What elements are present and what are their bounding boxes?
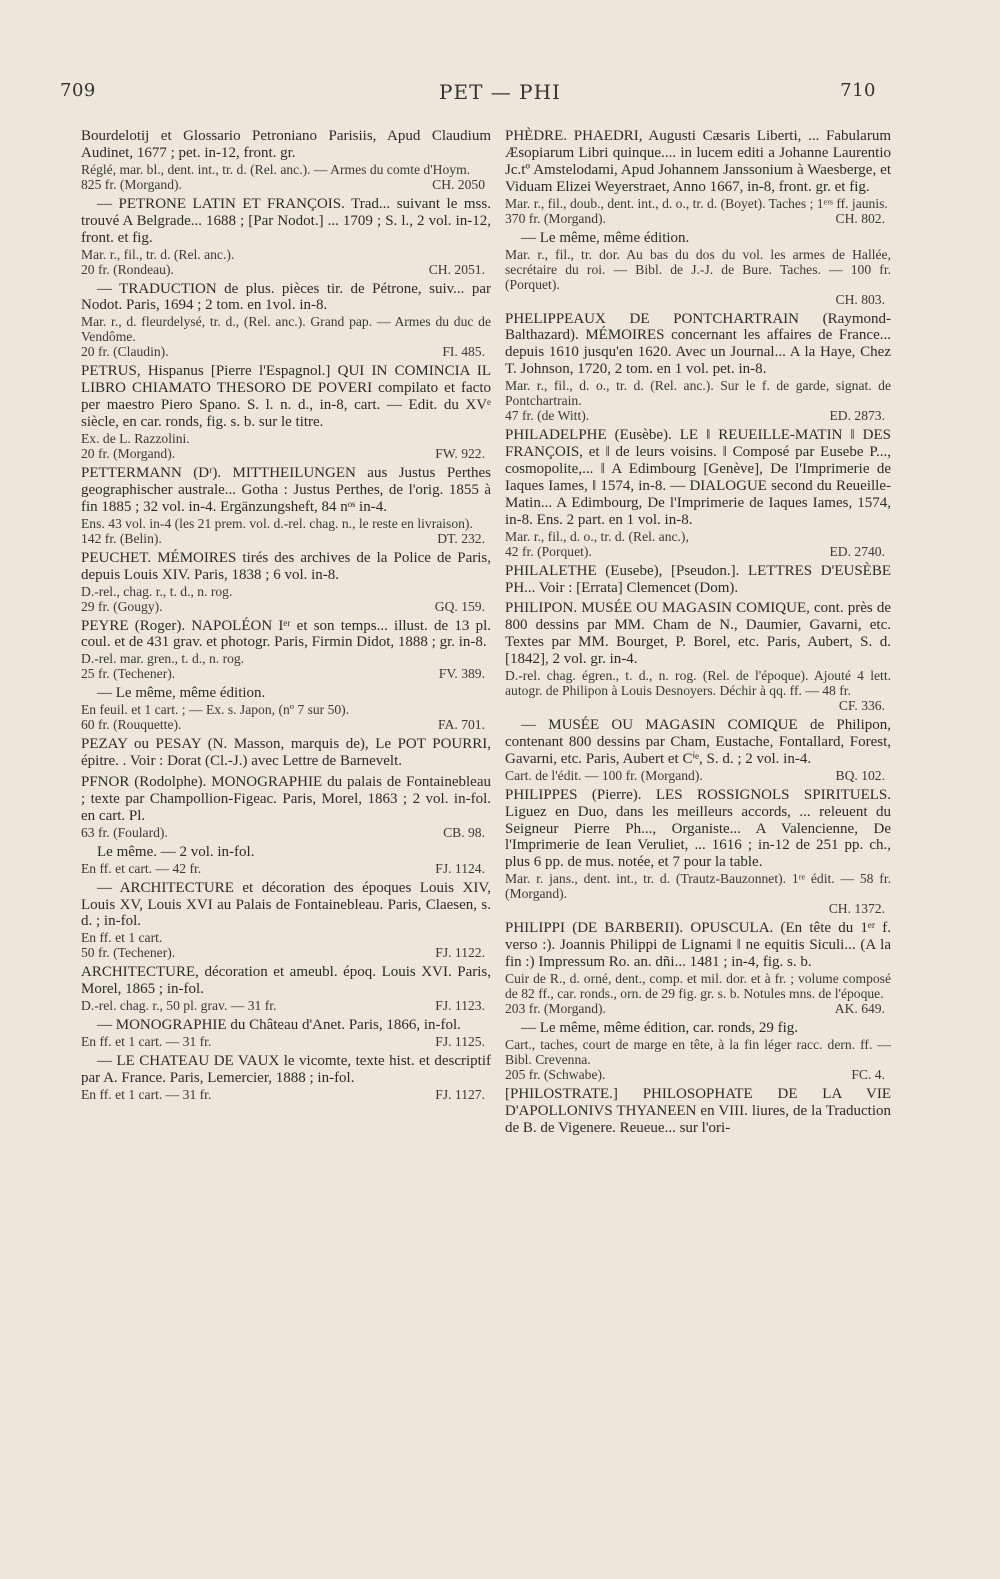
entry-note: Mar. r., d. fleurdelysé, tr. d., (Rel. anc.). Grand pap. — Armes du duc de Vendôme. [81,314,491,345]
sale-reference: CH. 802. [835,210,885,226]
price-and-buyer: 25 fr. (Techener). [81,666,176,682]
entry-text: — PETRONE LATIN ET FRANÇOIS. Trad... suivant le mss. trouvé A Belgrade... 1688 ; [Par Nodot.] ... 1709 ; S. l., 2 vol. in-12, front. et fig. [81,195,491,246]
catalogue-entry [505,920,891,1016]
entry-price-line [81,177,491,192]
catalogue-entry [81,1017,491,1049]
catalogue-entry [81,618,491,682]
catalogue-entry [81,465,491,546]
entry-price-line [505,211,891,226]
price-and-buyer: 20 fr. (Rondeau). [81,261,174,277]
sale-reference: FI. 485. [442,344,485,360]
catalogue-entry [505,230,891,307]
catalogue-entry [505,311,891,424]
entry-note: Réglé, mar. bl., dent. int., tr. d. (Rel. anc.). — Armes du comte d'Hoym. [81,161,471,177]
entry-text: — Le même, même édition. [521,229,690,246]
entry-price-line [81,344,491,359]
entry-text: PHELIPPEAUX DE PONTCHARTRAIN (Raymond-Balthazard). MÉMOIRES concernant les affaires de France... depuis 1610 jusqu'en 1620. Avec un Journal... A la Haye, Chez T. Johnson, 1720, 2 tom. en 1 vol. pet. in-8. [505,310,891,378]
sale-reference: ED. 2740. [829,543,885,559]
price-and-buyer: D.-rel. chag. r., 50 pl. grav. — 31 fr. [81,998,277,1014]
entry-text: PHILIPPES (Pierre). LES ROSSIGNOLS SPIRITUELS. Liguez en Duo, dans les meilleurs accords, ... releuent du Seigneur Pierre Ph..., Organiste... A Valencienne, De l'Imprimerie de Iean Veruliet, ... 1616 ; in-12 de 251 pp. ch., plus 6 pp. de mus. notée, et 7 pour la table. [505,786,891,871]
entry-note: En ff. et 1 cart. [81,930,163,946]
catalogue-entry [81,880,491,961]
entry-text: Le même. — 2 vol. in-fol. [97,843,255,860]
entry-note: Mar. r., fil., d. o., tr. d. (Rel. anc.), [505,528,689,544]
price-and-buyer: 142 fr. (Belin). [81,530,162,546]
catalogue-entry [505,600,891,713]
sale-reference: GQ. 159. [434,598,485,614]
entry-note: D.-rel. mar. gren., t. d., n. rog. [81,651,245,667]
entry-text: PHILIPON. MUSÉE OU MAGASIN COMIQUE, cont. près de 800 dessins par MM. Cham de N., Daumier, Gavarni, etc. Textes par MM. Bourget, P. Borel, etc. Paris, Aubert, S. d. [1842], 2 vol. gr. in-4. [505,600,891,668]
entry-text: PEZAY ou PESAY (N. Masson, marquis de), Le POT POURRI, épitre. . Voir : Dorat (Cl.-J.) avec Lettre de Barnevelt. [81,736,491,770]
entry-note: Mar. r., fil., doub., dent. int., d. o., tr. d. (Boyet). Taches ; 1ᵉʳˢ ff. jaunis. [505,195,888,211]
entry-text: [PHILOSTRATE.] PHILOSOPHATE DE LA VIE D'APOLLONIVS THYANEEN en VIII. liures, de la Traduction de B. de Vigenere. Reueue... sur l'ori- [505,1085,891,1136]
entry-text: — LE CHATEAU DE VAUX le vicomte, texte hist. et descriptif par A. France. Paris, Lemercier, 1888 ; in-fol. [81,1053,491,1086]
left-page-number: 709 [60,80,96,101]
price-and-buyer: 370 fr. (Morgand). [505,210,606,226]
entry-note: D.-rel. chag. égren., t. d., n. rog. (Rel. de l'époque). Ajouté 4 lett. autogr. de Philipon à Louis Desnoyers. Déchir à qq. ff. — 48 fr. [505,668,891,699]
catalogue-entry [81,128,491,192]
catalogue-entry [81,550,491,614]
price-and-buyer: 42 fr. (Porquet). [505,543,592,559]
sale-reference: FJ. 1125. [435,1034,485,1050]
catalogue-entry [505,1086,891,1137]
price-and-buyer: Cart. de l'édit. — 100 fr. (Morgand). [505,767,703,783]
entry-price-line [81,1034,491,1049]
entry-text: PETRUS, Hispanus [Pierre l'Espagnol.] QUI IN COMINCIA IL LIBRO CHIAMATO THESORO DE POVERI compilato et facto per maestro Piero Spano. S. l. n. d., in-8, cart. — Edit. du XVᵉ siècle, en car. ronds, fig. s. b. sur le titre. [81,363,491,431]
entry-note: Cart., taches, court de marge en tête, à la fin léger racc. dern. ff. — Bibl. Crevenna. [505,1036,891,1067]
entry-price-line [505,292,891,307]
price-and-buyer: 825 fr. (Morgand). [81,176,182,192]
entry-price-line [81,825,491,840]
entry-text: — MONOGRAPHIE du Château d'Anet. Paris, 1866, in-fol. [97,1017,461,1034]
sale-reference: FA. 701. [438,717,485,733]
entry-price-line [505,698,891,713]
entry-text: ARCHITECTURE, décoration et ameubl. époq. Louis XVI. Paris, Morel, 1865 ; in-fol. [81,964,491,998]
sale-reference: DT. 232. [437,530,485,546]
entry-text: PHÈDRE. PHAEDRI, Augusti Cæsaris Liberti, ... Fabularum Æsopiarum Libri quinque.... in lucem editi a Johanne Laurentio Jc.tº Amstelodami, Apud Johannem Janssonium à Waesberge, et Viduam Elizei Weyerstraet, Anno 1667, in-8, front. gr. et fig. [505,128,891,195]
entry-text: PFNOR (Rodolphe). MONOGRAPHIE du palais de Fontainebleau ; texte par Champollion-Figeac. Paris, Morel, 1863 ; 2 vol. in-fol. en cart. Pl. [81,774,491,824]
entry-text: — MUSÉE OU MAGASIN COMIQUE de Philipon, contenant 800 dessins par Cham, Eustache, Fontallard, Forest, Gavarni, etc. Paris, Aubert et Cⁱᵉ, S. d. ; 2 vol. in-4. [505,717,891,767]
entry-note: En feuil. et 1 cart. ; — Ex. s. Japon, (nº 7 sur 50). [81,702,350,718]
entry-price-line [81,717,491,732]
catalogue-entry [81,774,491,840]
sale-reference: AK. 649. [834,1001,885,1016]
entry-price-line [505,901,891,916]
entry-note: Ex. de L. Razzolini. [81,430,190,446]
entry-text: PEYRE (Roger). NAPOLÉON Iᵉʳ et son temps... illust. de 13 pl. coul. et de 431 grav. et photogr. Paris, Firmin Didot, 1888 ; gr. in-8. [81,617,491,651]
sale-reference: CH. 803. [835,291,885,307]
sale-reference: CH. 2050 [432,176,485,192]
entry-text: — TRADUCTION de plus. pièces tir. de Pétrone, suiv... par Nodot. Paris, 1694 ; 2 tom. en 1vol. in-8. [81,280,491,314]
entry-price-line [505,408,891,423]
entry-price-line [81,262,491,277]
price-and-buyer: 63 fr. (Foulard). [81,824,168,840]
catalogue-entry [505,787,891,917]
sale-reference: FJ. 1127. [435,1086,485,1102]
sale-reference: CH. 1372. [828,901,885,917]
entry-note: Ens. 43 vol. in-4 (les 21 prem. vol. d.-rel. chag. n., le reste en livraison). [81,515,473,531]
catalogue-entry [81,196,491,277]
catalogue-entry [505,717,891,783]
entry-price-line [81,1087,491,1102]
entry-note: Cuir de R., d. orné, dent., comp. et mil. dor. et à fr. ; volume composé de 82 ff., car. ronds., orn. de 29 fig. gr. s. b. Notules mns. de l'époque. [505,971,891,1001]
price-and-buyer: En ff. et cart. — 42 fr. [81,860,202,876]
entry-note: D.-rel., chag. r., t. d., n. rog. [81,583,233,599]
entry-price-line [81,998,491,1013]
catalogue-entry [81,1053,491,1102]
price-and-buyer: 203 fr. (Morgand). [505,1001,606,1016]
price-and-buyer: 20 fr. (Claudin). [81,344,169,360]
price-and-buyer: En ff. et 1 cart. — 31 fr. [81,1034,212,1050]
running-title: PET — PHI [439,80,561,104]
entry-price-line [81,446,491,461]
entry-text: — Le même, même édition, car. ronds, 29 fig. [521,1020,799,1036]
sale-reference: FC. 4. [851,1066,885,1082]
entry-note: Mar. r., fil., d. o., tr. d. (Rel. anc.). Sur le f. de garde, signat. de Pontchartrain. [505,378,891,409]
catalogue-entry [81,281,491,360]
entry-note: Mar. r., fil., tr. d. (Rel. anc.). [81,246,235,262]
sale-reference: BQ. 102. [835,767,885,783]
entry-price-line [81,666,491,681]
entry-price-line [81,945,491,960]
entry-text: PETTERMANN (Dʳ). MITTHEILUNGEN aus Justus Perthes geographischer australe... Gotha : Justus Perthes, de l'orig. 1855 à fin 1885 ; 32 vol. in-4. Ergänzungsheft, 84 nᵒˢ in-4. [81,464,491,515]
price-and-buyer: 47 fr. (de Witt). [505,408,590,424]
entry-text: PHILIPPI (DE BARBERII). OPUSCULA. (En tête du 1ᵉʳ f. verso :). Joannis Philippi de Lignami ‖ ne equitis Siculi... (A la fin :) Impressum Ro. an. dñi... 1481 ; in-4, fig. s. b. [505,920,891,971]
entry-price-line [505,544,891,559]
catalogue-entry [505,427,891,558]
entry-text: Bourdelotij et Glossario Petroniano Parisiis, Apud Claudium Audinet, 1677 ; pet. in-12, front. gr. [81,128,491,161]
sale-reference: CB. 98. [443,824,485,840]
catalogue-entry [505,563,891,597]
catalogue-entry [81,685,491,732]
sale-reference: CH. 2051. [428,261,485,277]
entry-text: PEUCHET. MÉMOIRES tirés des archives de la Police de Paris, depuis Louis XIV. Paris, 1838 ; 6 vol. in-8. [81,549,491,583]
sale-reference: FV. 389. [438,666,485,682]
entry-price-line [505,1001,891,1016]
sale-reference: FJ. 1123. [435,998,485,1014]
entry-text: — Le même, même édition. [97,685,266,702]
price-and-buyer: 205 fr. (Schwabe). [505,1066,606,1082]
catalogue-entry [505,1020,891,1082]
catalogue-entry [505,128,891,226]
entry-text: PHILADELPHE (Eusèbe). LE ‖ REUEILLE-MATIN ‖ DES FRANÇOIS, et ‖ de leurs voisins. ‖ Composé par Eusebe P..., cosmopolite,... ‖ A Edimbourg [Genève], De l'Imprimerie de Iaques Iames, ‖ 1574, in-8. — DIALOGUE second du Reueille-Matin... A Edimbourg, De l'Imprimerie de Iaques Iames, 1574, in-8. Ens. 2 part. en 1 vol. in-8. [505,427,891,528]
price-and-buyer: 20 fr. (Morgand). [81,445,176,461]
entry-text: PHILALETHE (Eusebe), [Pseudon.]. LETTRES D'EUSÈBE PH... Voir : [Errata] Clemencet (Dom). [505,562,891,596]
sale-reference: CF. 336. [838,698,885,714]
right-column [505,128,891,1141]
entry-note: Mar. r. jans., dent. int., tr. d. (Trautz-Bauzonnet). 1ʳᵉ édit. — 58 fr. (Morgand). [505,871,891,902]
right-page-number: 710 [840,80,876,101]
entry-price-line [81,531,491,546]
entry-price-line [505,1067,891,1082]
price-and-buyer: 29 fr. (Gougy). [81,598,163,614]
sale-reference: FJ. 1124. [435,860,485,876]
price-and-buyer: 60 fr. (Rouquette). [81,717,182,733]
catalogue-entry [81,844,491,876]
sale-reference: FW. 922. [435,445,485,461]
catalogue-entry [81,363,491,461]
entry-price-line [81,599,491,614]
entry-price-line [81,861,491,876]
price-and-buyer: 50 fr. (Techener). [81,945,176,961]
catalogue-entry [81,736,491,770]
entry-text: — ARCHITECTURE et décoration des époques Louis XIV, Louis XV, Louis XVI au Palais de Fontainebleau. Paris, Claesen, s. d. ; in-fol. [81,879,491,930]
left-column [81,128,491,1106]
price-and-buyer: En ff. et 1 cart. — 31 fr. [81,1086,212,1102]
entry-note: Mar. r., fil., tr. dor. Au bas du dos du vol. les armes de Hallée, secrétaire du roi. — Bibl. de J.-J. de Bure. Taches. — 100 fr. (Porquet). [505,246,891,292]
sale-reference: FJ. 1122. [435,945,485,961]
sale-reference: ED. 2873. [829,408,885,424]
catalogue-entry [81,964,491,1013]
entry-price-line [505,768,891,783]
